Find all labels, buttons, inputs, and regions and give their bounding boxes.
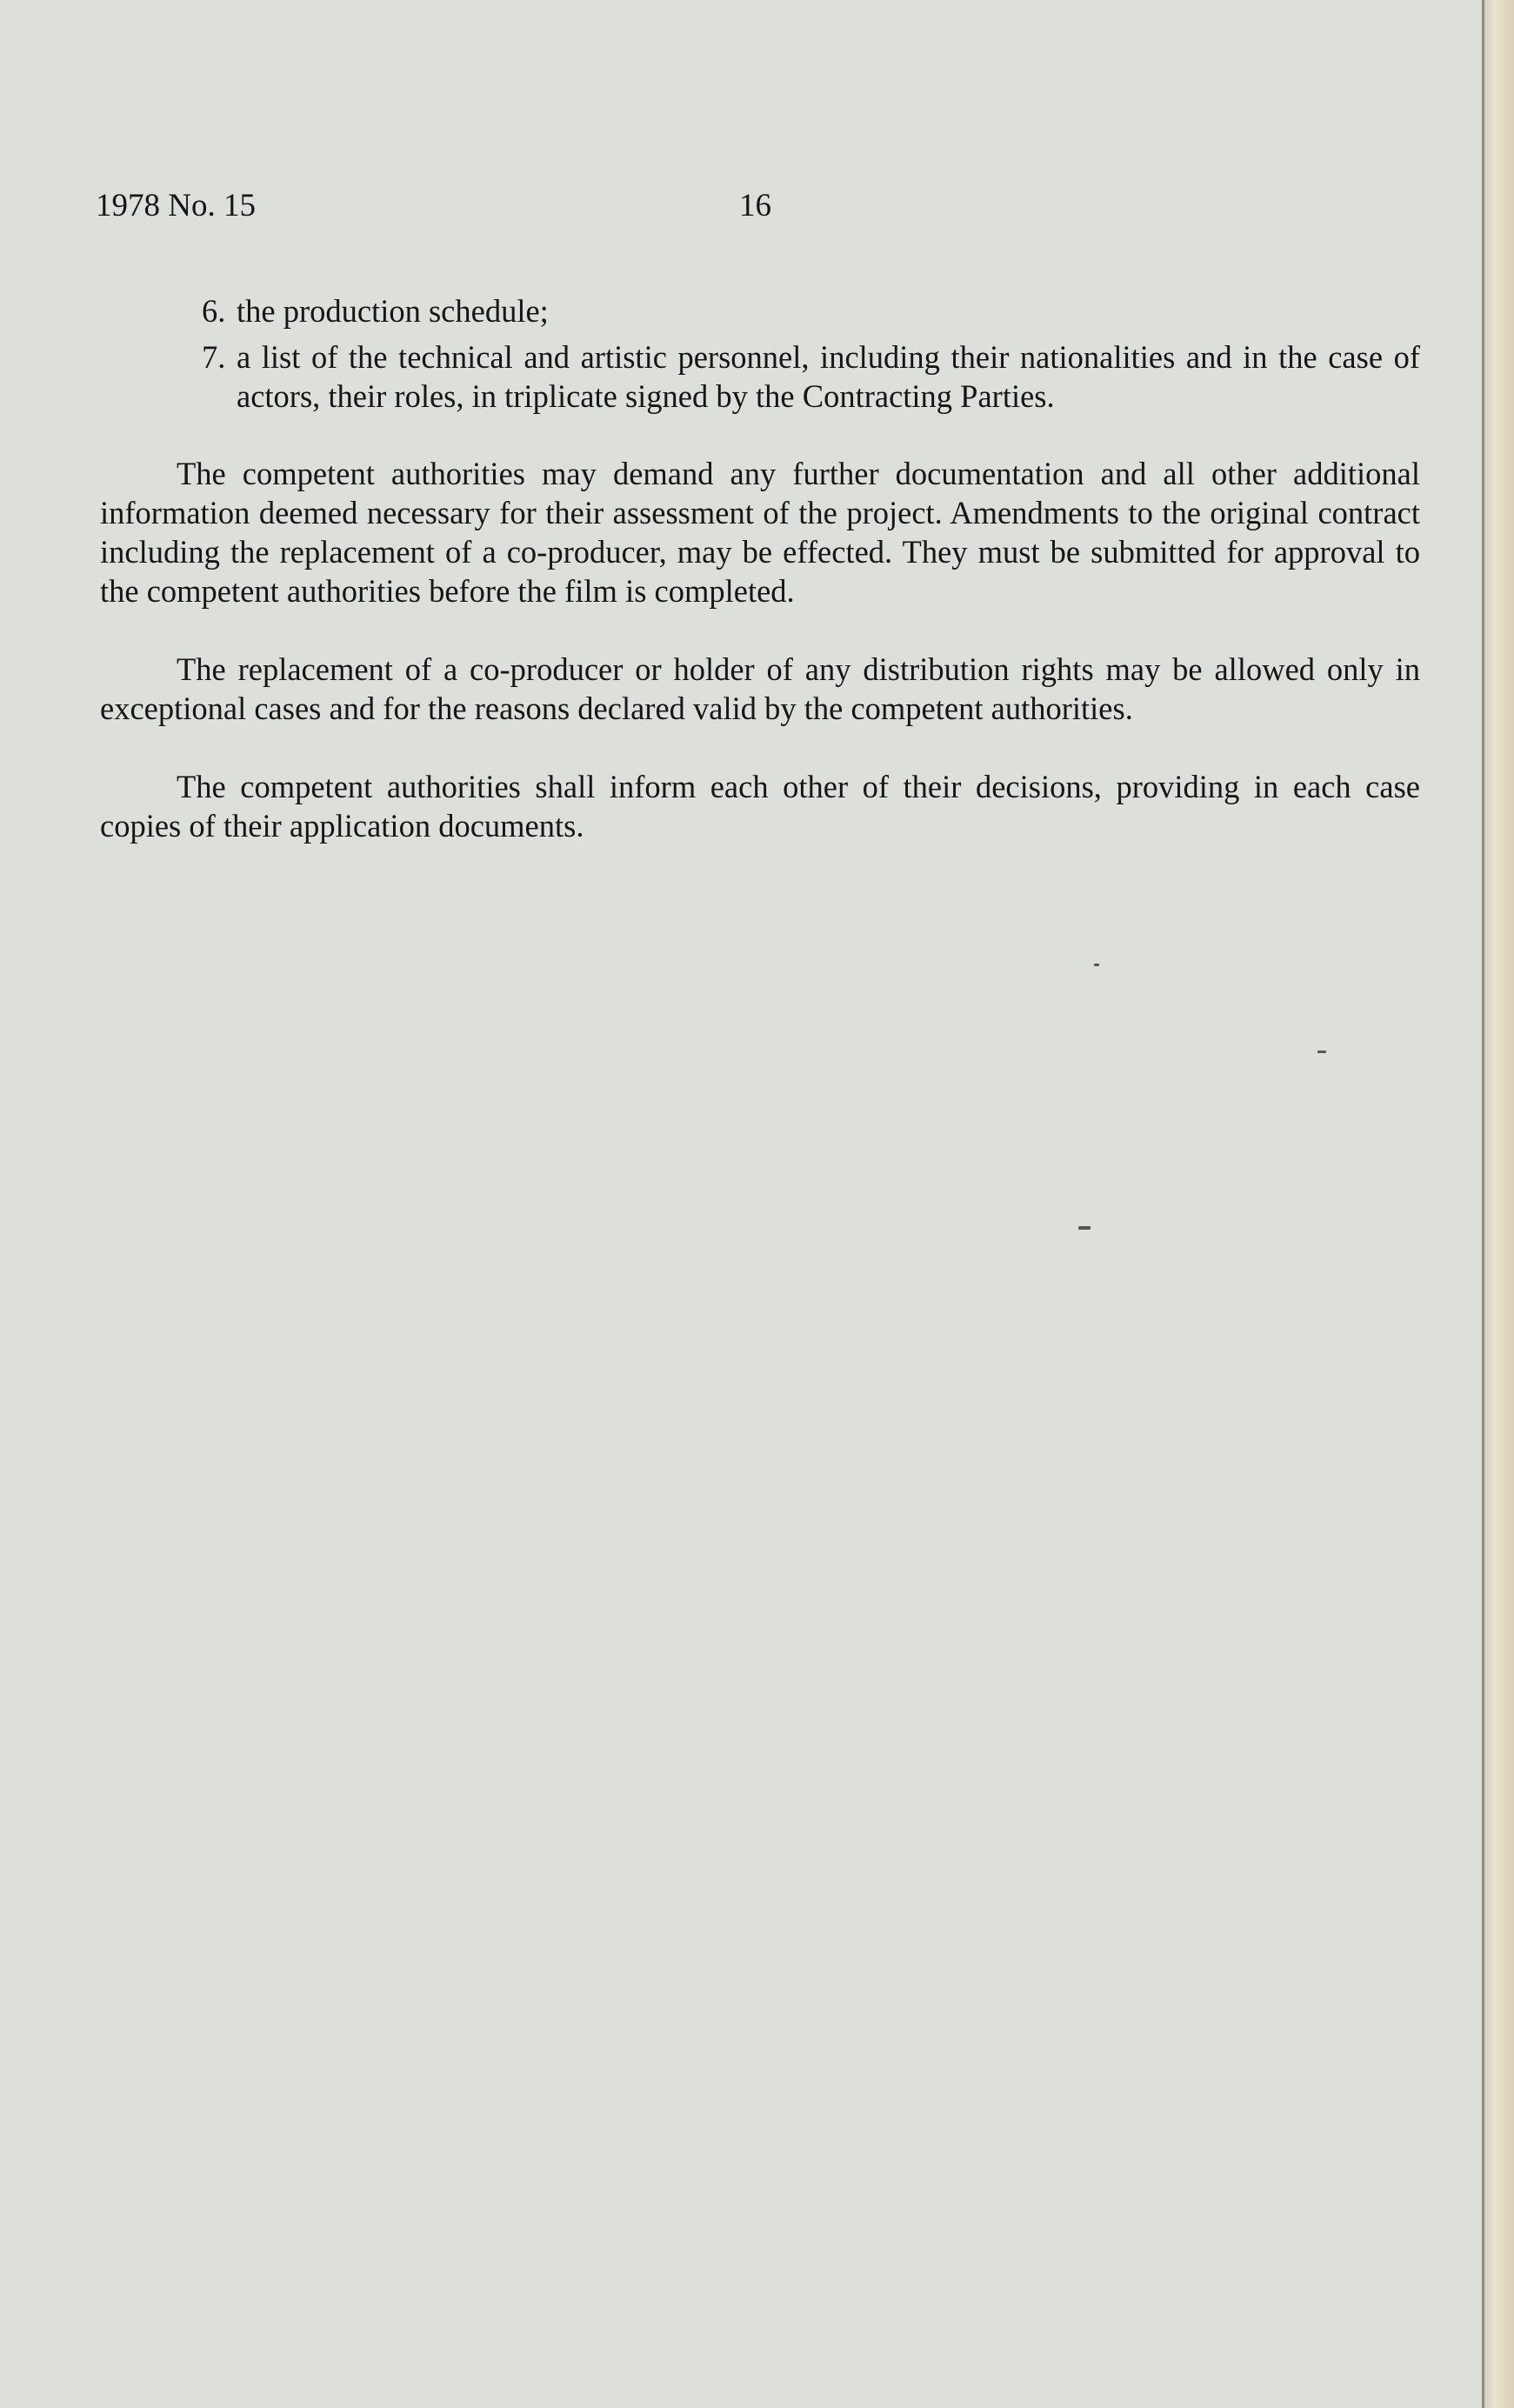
print-speck: [1078, 1226, 1090, 1230]
list-item-number: 6.: [202, 293, 226, 329]
body-text: [100, 291, 1420, 845]
list-item-text: a list of the technical and artistic personnel, including their nationalities and in the case of actors, their roles, in triplicate signed by the Contracting Parties.: [237, 339, 1420, 414]
paragraph-inform: The competent authorities shall inform each other of their decisions, providing in each case copies of their application documents.: [100, 769, 1420, 844]
paragraph-replacement: The replacement of a co-producer or holder of any distribution rights may be allowed only in exceptional cases and for the reasons declared valid by the competent authorities.: [100, 651, 1420, 726]
print-speck: [1317, 1051, 1326, 1053]
list-item: [100, 337, 1420, 416]
list-item: [100, 291, 1420, 330]
list-item-number: 7.: [202, 339, 226, 375]
print-speck: [1094, 964, 1099, 966]
binding-edge: [1482, 0, 1514, 2408]
page-header: [96, 187, 878, 230]
paragraph-documentation: The competent authorities may demand any further documentation and all other additional information deemed necessary for their assessment of the project. Amendments to the original contract including the replacement of a co-producer, may be effected. They must be submitted for approval to the competent authorities before the film is completed.: [100, 456, 1420, 609]
list-item-text: the production schedule;: [237, 293, 549, 329]
year-and-number: 1978 No. 15: [96, 188, 256, 223]
page-number: 16: [739, 188, 771, 223]
